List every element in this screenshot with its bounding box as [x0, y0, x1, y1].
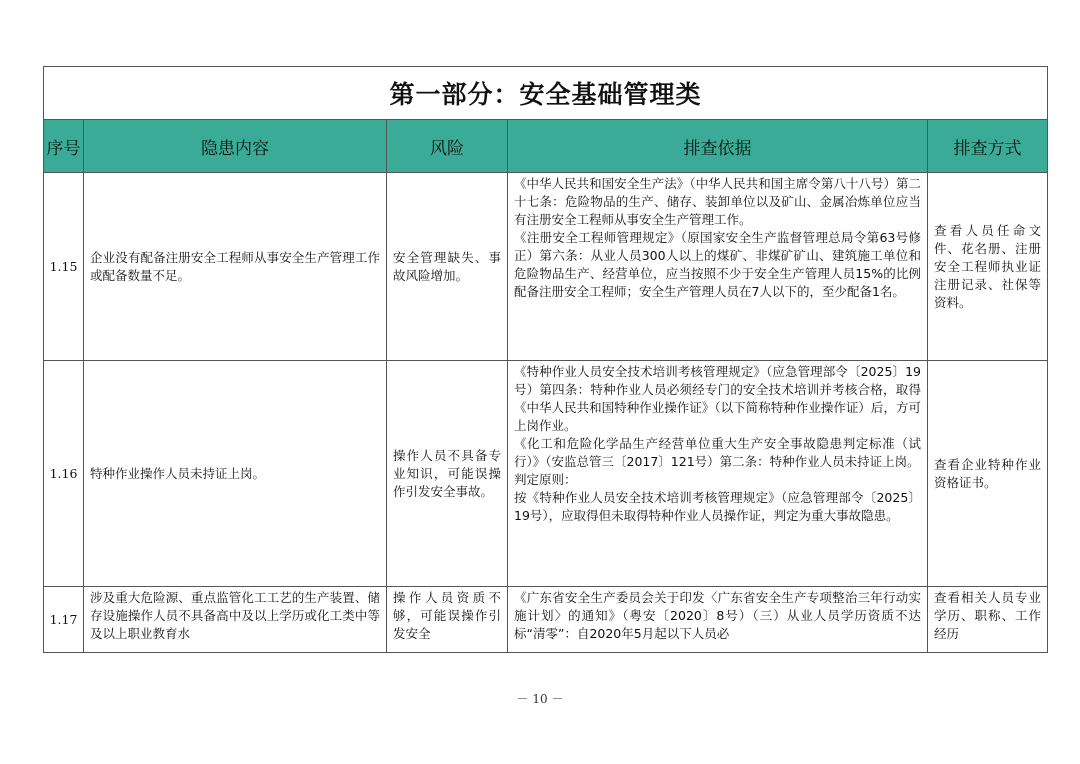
basis-paragraph: 判定原则： — [514, 472, 577, 487]
row-risk-text: 操作人员资质不够，可能误操作引发安全 — [393, 590, 501, 641]
header-risk: 风险 — [387, 120, 508, 172]
basis-paragraph: 《化工和危险化学品生产经营单位重大生产安全事故隐患判定标准（试行）》（安监总管三〔2017〕121号）第二条：特种作业人员未持证上岗。 — [514, 436, 921, 469]
row-content-text: 企业没有配备注册安全工程师从事安全生产管理工作或配备数量不足。 — [90, 249, 380, 283]
basis-paragraph: 按《特种作业人员安全技术培训考核管理规定》（应急管理部令〔2025〕19号），应取得但未取得特种作业人员操作证，判定为重大事故隐患。 — [514, 490, 921, 523]
basis-paragraph: 《特种作业人员安全技术培训考核管理规定》（应急管理部令〔2025〕19号）第四条：特种作业人员必须经专门的安全技术培训并考核合格，取得《中华人民共和国特种作业操作证》（以下简称特种作业操作证）后，方可上岗作业。 — [514, 364, 921, 433]
row-content-text: 特种作业操作人员未持证上岗。 — [90, 465, 266, 481]
header-num: 序号 — [44, 120, 84, 172]
row-method-text: 查看企业特种作业资格证书。 — [934, 456, 1041, 490]
row-risk — [387, 361, 508, 586]
row-content — [84, 173, 387, 360]
row-method — [928, 361, 1047, 586]
header-method: 排查方式 — [953, 138, 1022, 159]
row-risk — [387, 587, 508, 652]
row-risk — [387, 173, 508, 360]
row-method-text: 查看人员任命文件、花名册、注册安全工程师执业证注册记录、社保等资料。 — [934, 222, 1041, 310]
row-basis — [508, 587, 928, 652]
row-method — [928, 587, 1047, 652]
row-content — [84, 361, 387, 586]
row-method-text: 查看相关人员专业学历、职称、工作经历 — [934, 590, 1041, 641]
section-title: 第一部分：安全基础管理类 — [44, 67, 1047, 120]
row-basis — [508, 361, 928, 586]
row-content-text: 涉及重大危险源、重点监管化工工艺的生产装置、储存设施操作人员不具备高中及以上学历或化工类中等及以上职业教育水 — [90, 590, 380, 641]
row-content — [84, 587, 387, 652]
row-basis — [508, 173, 928, 360]
basis-paragraph: 《中华人民共和国安全生产法》（中华人民共和国主席令第八十八号）第二十七条：危险物品的生产、储存、装卸单位以及矿山、金属冶炼单位应当有注册安全工程师从事安全生产管理工作。 — [514, 176, 921, 227]
table-row — [44, 587, 1047, 652]
header-basis: 排查依据 — [508, 120, 928, 172]
basis-paragraph: 《注册安全工程师管理规定》（原国家安全生产监督管理总局令第63号修正）第六条：从业人员300人以上的煤矿、非煤矿矿山、建筑施工单位和危险物品生产、经营单位，应当按照不少于安全生产管理人员15%的比例配备注册安全工程师；安全生产管理人员在7人以下的，至少配备1名。 — [514, 230, 921, 299]
row-num: 1.16 — [44, 361, 84, 586]
row-num: 1.15 — [44, 173, 84, 360]
basis-paragraph: 《广东省安全生产委员会关于印发〈广东省安全生产专项整治三年行动实施计划〉的通知》（粤安〔2020〕8号）（三）从业人员学历资质不达标“清零”：自2020年5月起以下人员必 — [514, 590, 921, 641]
hazard-table — [43, 66, 1048, 653]
table-row — [44, 361, 1047, 587]
row-risk-text: 操作人员不具备专业知识，可能误操作引发安全事故。 — [393, 447, 501, 499]
header-content: 隐患内容 — [84, 120, 387, 172]
row-num: 1.17 — [44, 587, 84, 652]
row-method — [928, 173, 1047, 360]
table-row — [44, 173, 1047, 361]
table-header — [44, 120, 1047, 173]
page-number: － 10 － — [516, 692, 564, 706]
row-risk-text: 安全管理缺失、事故风险增加。 — [393, 249, 501, 283]
